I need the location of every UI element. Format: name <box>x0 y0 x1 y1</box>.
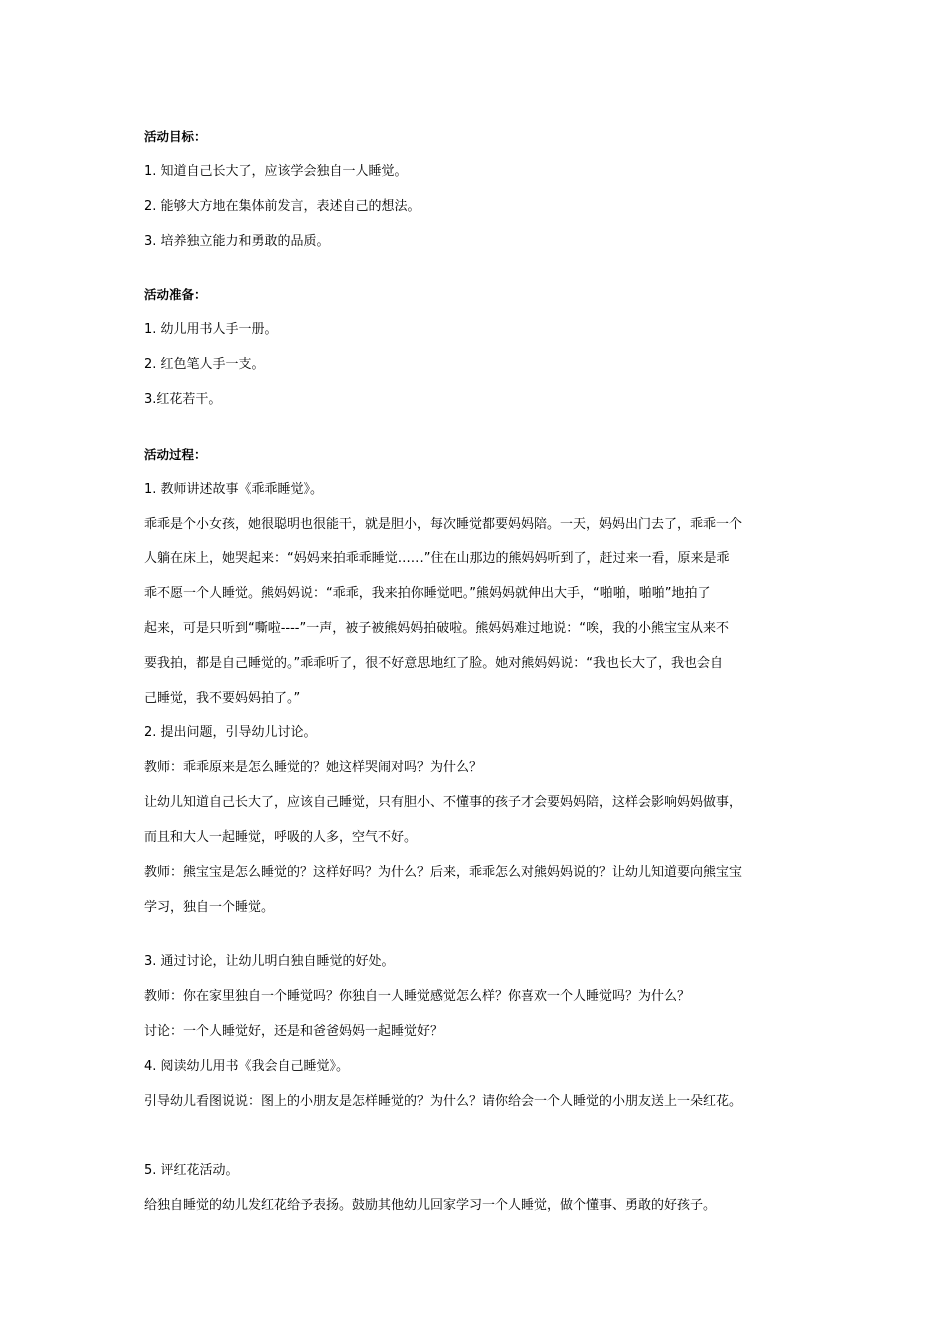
explanation-line: 而且和大人一起睡觉，呼吸的人多，空气不好。 <box>144 830 418 845</box>
question-line: 学习，独自一个睡觉。 <box>144 900 275 915</box>
process-step-4: 4. 阅读幼儿用书《我会自己睡觉》。 <box>144 1059 350 1074</box>
prep-heading: 活动准备： <box>144 287 207 302</box>
story-line: 乖乖是个小女孩，她很聪明也很能干，就是胆小，每次睡觉都要妈妈陪。一天，妈妈出门去了，乖乖一个 <box>144 517 743 532</box>
conclusion-line: 给独自睡觉的幼儿发红花给予表扬。鼓励其他幼儿回家学习一个人睡觉，做个懂事、勇敢的好孩子。 <box>144 1198 717 1213</box>
story-line: 乖不愿一个人睡觉。熊妈妈说：“乖乖，我来拍你睡觉吧。”熊妈妈就伸出大手，“啪啪，啪啪”地拍了 <box>144 586 711 601</box>
explanation-line: 让幼儿知道自己长大了，应该自己睡觉，只有胆小、不懂事的孩子才会要妈妈陪，这样会影响妈妈做事， <box>144 795 743 810</box>
guide-line: 引导幼儿看图说说：图上的小朋友是怎样睡觉的？为什么？请你给会一个人睡觉的小朋友送上一朵红花。 <box>144 1094 743 1109</box>
process-step-2: 2. 提出问题，引导幼儿讨论。 <box>144 725 317 740</box>
process-step-3: 3. 通过讨论，让幼儿明白独自睡觉的好处。 <box>144 954 395 969</box>
goal-item-1: 1. 知道自己长大了，应该学会独自一人睡觉。 <box>144 164 408 179</box>
process-step-1: 1. 教师讲述故事《乖乖睡觉》。 <box>144 482 324 497</box>
goal-item-3: 3. 培养独立能力和勇敢的品质。 <box>144 234 330 249</box>
question-line: 教师：熊宝宝是怎么睡觉的？这样好吗？为什么？后来，乖乖怎么对熊妈妈说的？让幼儿知道要向熊宝宝 <box>144 865 743 880</box>
question-line: 教师：你在家里独自一个睡觉吗？你独自一人睡觉感觉怎么样？你喜欢一个人睡觉吗？为什么？ <box>144 989 691 1004</box>
story-line: 要我拍，都是自己睡觉的。”乖乖听了，很不好意思地红了脸。她对熊妈妈说：“我也长大了，我也会自 <box>144 656 723 671</box>
story-line: 人躺在床上，她哭起来：“妈妈来拍乖乖睡觉……”住在山那边的熊妈妈听到了，赶过来一看，原来是乖 <box>144 551 730 566</box>
prep-item-2: 2. 红色笔人手一支。 <box>144 357 265 372</box>
story-line: 己睡觉，我不要妈妈拍了。” <box>144 691 301 706</box>
question-line: 教师：乖乖原来是怎么睡觉的？她这样哭闹对吗？为什么？ <box>144 760 483 775</box>
story-line: 起来，可是只听到“嘶啦----”一声，被子被熊妈妈拍破啦。熊妈妈难过地说：“唉，我的小熊宝宝从来不 <box>144 621 729 636</box>
process-step-5: 5. 评红花活动。 <box>144 1163 239 1178</box>
goals-heading: 活动目标： <box>144 129 207 144</box>
discussion-line: 讨论：一个人睡觉好，还是和爸爸妈妈一起睡觉好？ <box>144 1024 444 1039</box>
process-heading: 活动过程： <box>144 447 207 462</box>
prep-item-1: 1. 幼儿用书人手一册。 <box>144 322 278 337</box>
goal-item-2: 2. 能够大方地在集体前发言，表述自己的想法。 <box>144 199 421 214</box>
prep-item-3: 3.红花若干。 <box>144 392 222 407</box>
